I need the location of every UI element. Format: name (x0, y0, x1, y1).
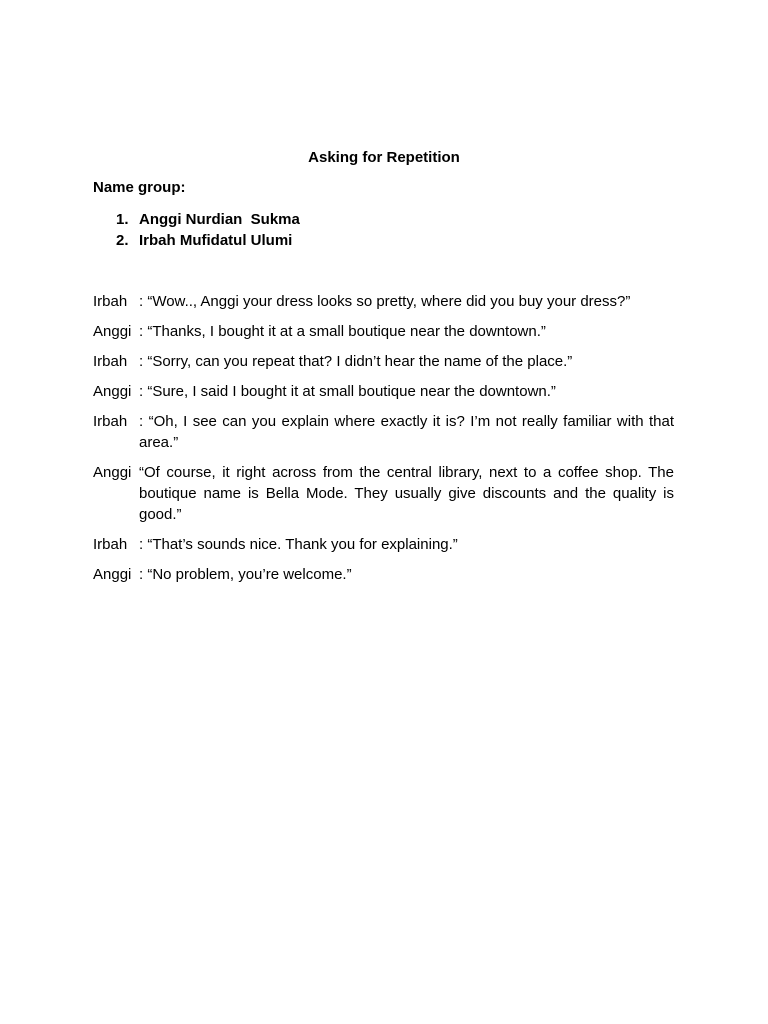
speaker-name: Irbah (93, 293, 128, 310)
utterance-text: : “Thanks, I bought it at a small boutique near the downtown.” (139, 323, 546, 340)
member-name: Irbah Mufidatul Ulumi (139, 232, 293, 249)
document-title: Asking for Repetition (308, 149, 460, 166)
dialogue-line (93, 321, 674, 342)
speaker-name: Anggi (93, 323, 132, 340)
member-number: 1. (116, 211, 129, 228)
dialogue-line (93, 351, 674, 372)
speaker-name: Anggi (93, 383, 132, 400)
dialogue-line (93, 381, 674, 402)
list-item (93, 209, 300, 230)
group-label: Name group: (93, 179, 186, 196)
dialogue-line (93, 291, 674, 312)
member-list (93, 209, 300, 251)
utterance-text: : “No problem, you’re welcome.” (139, 566, 352, 583)
speaker-name: Anggi (93, 464, 132, 481)
speaker-name: Irbah (93, 413, 128, 430)
dialogue-line (93, 462, 674, 525)
speaker-name: Anggi (93, 566, 132, 583)
dialogue-line (93, 564, 674, 585)
utterance-text: : “That’s sounds nice. Thank you for explaining.” (139, 536, 458, 553)
speaker-name: Irbah (93, 536, 128, 553)
utterance-text: “Of course, it right across from the central library, next to a coffee shop. The boutique name is Bella Mode. They usually give discounts and the quality is good.” (139, 464, 674, 523)
dialogue-line (93, 534, 674, 555)
dialogue-line (93, 411, 674, 453)
dialogue (93, 291, 674, 594)
utterance-text: : “Oh, I see can you explain where exactly it is? I’m not really familiar with that area.” (139, 413, 674, 451)
utterance-text: : “Sure, I said I bought it at small boutique near the downtown.” (139, 383, 556, 400)
utterance-text: : “Wow.., Anggi your dress looks so pretty, where did you buy your dress?” (139, 293, 631, 310)
member-number: 2. (116, 232, 129, 249)
member-name: Anggi Nurdian Sukma (139, 211, 300, 228)
speaker-name: Irbah (93, 353, 128, 370)
list-item (93, 230, 300, 251)
utterance-text: : “Sorry, can you repeat that? I didn’t hear the name of the place.” (139, 353, 573, 370)
